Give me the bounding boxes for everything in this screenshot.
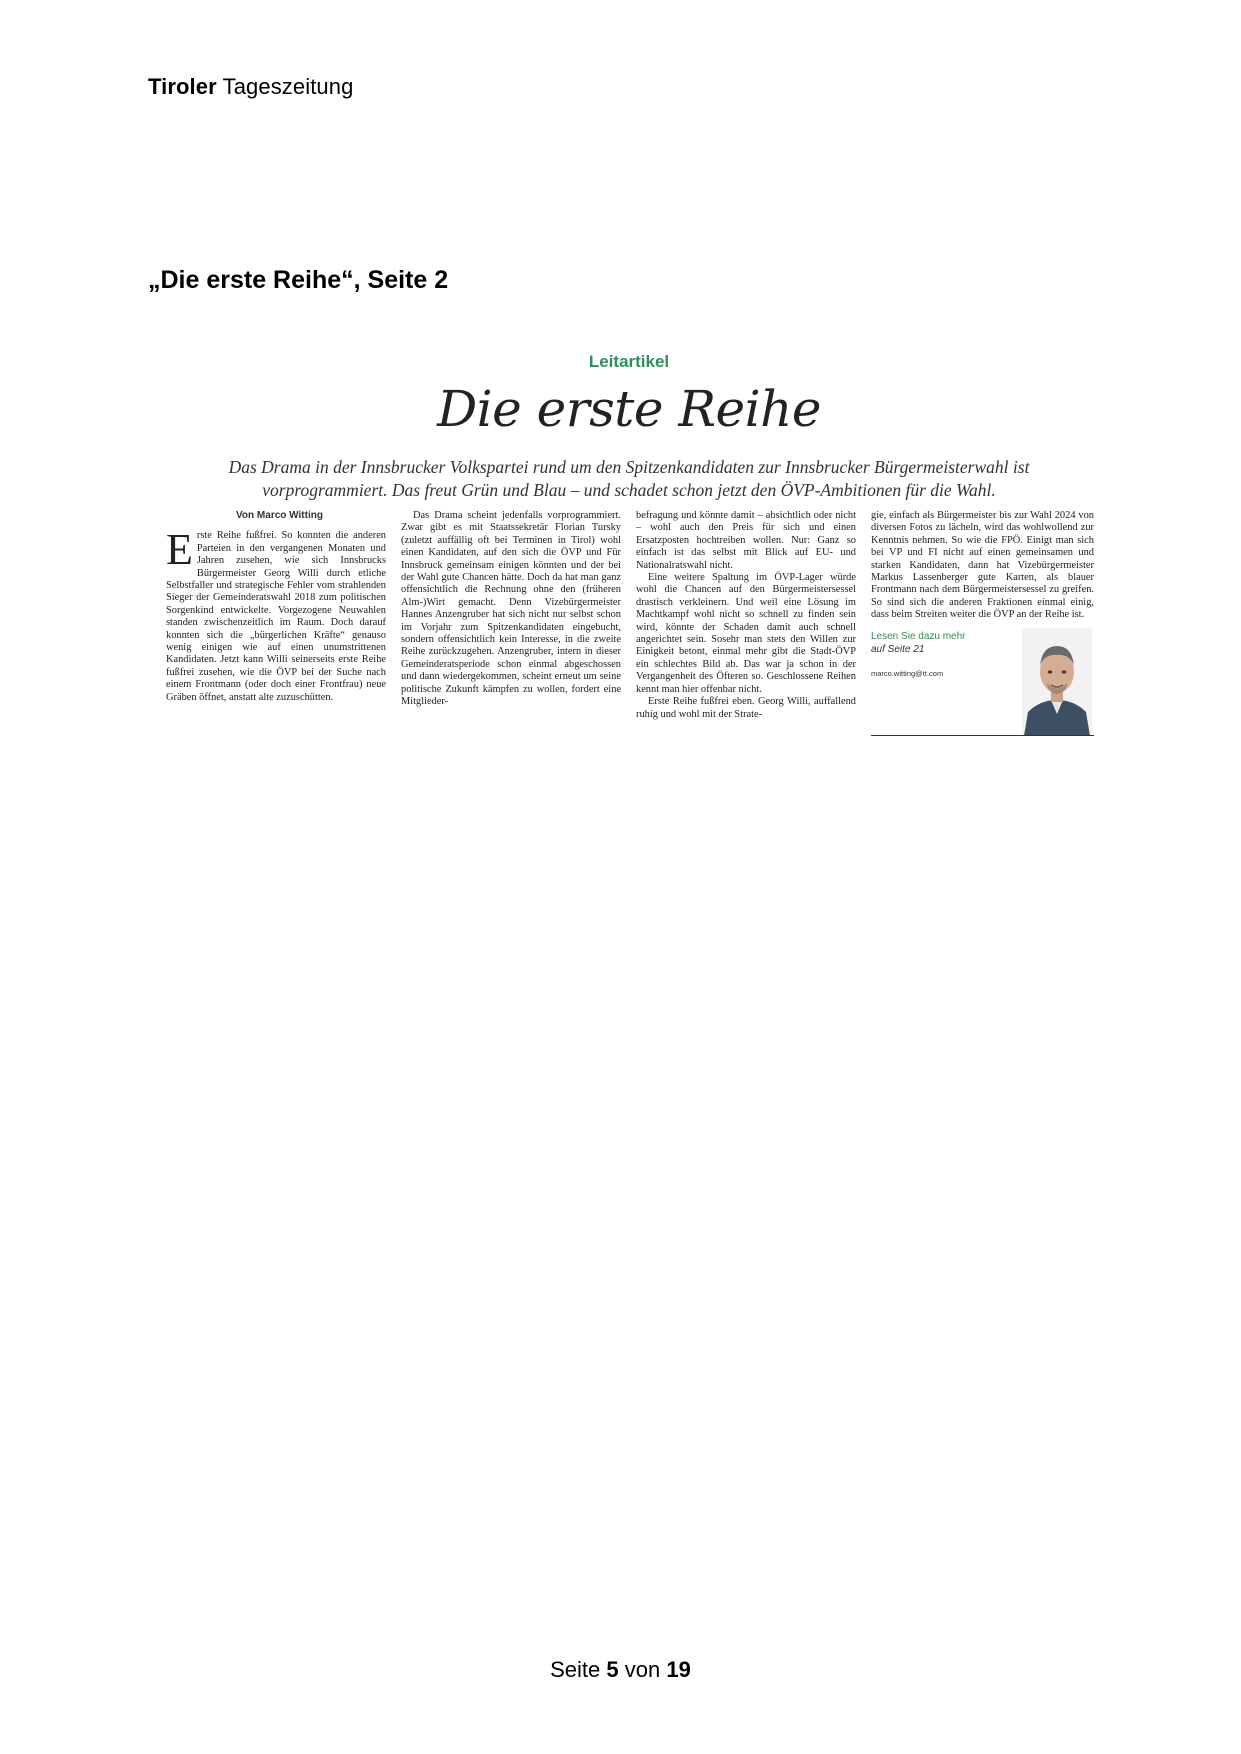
article-column-1 [166, 510, 386, 704]
column-2-text: Das Drama scheint jedenfalls vorprogrammiert. Zwar gibt es mit Staatssekretär Florian Tursky (zuletzt auffällig oft bei Terminen in Tirol) wohl einen Kandidaten, auf den sich die ÖVP und Für Innsbruck gemeinsam einigen könnten und der bei der Wahl gute Chancen hätte. Doch da hat man ganz offensichtlich die Rechnung ohne den (früheren Alm-)Wirt gemacht. Denn Vizebürgermeister Hannes Anzengruber hat sich nicht nur selbst schon im Vorjahr zum Spitzenkandidaten eingebucht, sondern offensichtlich kein Interesse, in die zweite Reihe zurückzugehen. Anzengruber, intern in dieser Gemeinderatsperiode schon einmal abgeschossen und dann wiedergekommen, scheint erneut um seine politische Zukunft kämpfen zu wollen, fordert eine Mitglieder- [401, 510, 621, 708]
page-title: „Die erste Reihe“, Seite 2 [148, 266, 449, 294]
footer-middle: von [624, 1657, 661, 1682]
article-column-2 [401, 510, 621, 709]
column-3-paragraph-2: Eine weitere Spaltung im ÖVP-Lager würde wohl die Chancen auf den Bürgermeistersessel drastisch verkleinern. Und weil eine Lösung im Machtkampf wohl nicht so schnell zu finden sein wird, könnte der Schaden damit auch schnell angerichtet sein. Sosehr man stets den Willen zur Einigkeit betont, einmal mehr gibt die Stadt-ÖVP ein schlechtes Bild ab. Das war ja schon in der Vergangenheit des Öfteren so. Geschlossene Reihen kennt man hier offenbar nicht. [636, 572, 856, 695]
article-lead [184, 456, 1074, 502]
column-3-paragraph-3: Erste Reihe fußfrei eben. Georg Willi, auffallend ruhig und wohl mit der Strate- [636, 696, 856, 720]
article-column-3 [636, 510, 856, 721]
article-kicker: Leitartikel [588, 352, 670, 371]
page-footer [0, 1657, 1241, 1683]
article-clipping [164, 352, 1094, 740]
byline: Von Marco Witting [236, 510, 323, 521]
author-portrait-illustration [1022, 628, 1092, 736]
brand-name-bold: Tiroler [148, 74, 217, 99]
author-email: marco.witting@tt.com [871, 668, 944, 678]
column-bottom-rule [871, 735, 1094, 736]
newspaper-header [148, 74, 353, 100]
lead-line-1: Das Drama in der Innsbrucker Volkspartei rund um den Spitzenkandidaten zur Innsbrucker Bürgermeisterwahl ist [228, 457, 1030, 477]
teaser-label: Lesen Sie dazu mehr [871, 630, 966, 642]
footer-total-pages: 19 [666, 1657, 691, 1682]
article-headline: Die erste Reihe [437, 380, 821, 438]
brand-name-regular: Tageszeitung [222, 74, 354, 99]
footer-prefix: Seite [550, 1657, 601, 1682]
dropcap: E [166, 525, 193, 575]
author-photo [1022, 628, 1092, 736]
footer-current-page: 5 [606, 1657, 619, 1682]
teaser-page: auf Seite 21 [871, 643, 925, 655]
column-3-paragraph-1: befragung und könnte damit – absichtlich oder nicht – wohl auch den Preis für sich und einen Ersatzposten hochtreiben wollen. Nur: Ganz so einfach ist das selbst mit Blick auf EU- und Nationalratswahl nicht. [636, 510, 856, 571]
lead-line-2: vorprogrammiert. Das freut Grün und Blau – und schadet schon jetzt den ÖVP-Ambitionen für die Wahl. [262, 480, 996, 500]
column-4-text: gie, einfach als Bürgermeister bis zur Wahl 2024 von diversen Fotos zu lächeln, wird das wohlwollend zur Kenntnis nehmen. So wie die FPÖ. Einigt man sich bei VP und FI nicht auf einen gemeinsamen und starken Kandidaten, dann hat Vizebürgermeister Markus Lassenberger gute Karten, als blauer Frontmann nach dem Bürgermeistersessel zu greifen. So sind sich die anderen Fraktionen einmal einig, dass beim Streiten weiter die ÖVP an der Reihe ist. [871, 510, 1094, 621]
column-1-text: rste Reihe fußfrei. So konnten die anderen Parteien in den vergangenen Monaten und Jahren zusehen, wie sich Innsbrucks Bürgermeister Georg Willi durch etliche Selbstfaller und strategische Fehler vom strahlenden Sieger der Gemeinderatswahl 2018 zum politischen Sorgenkind entwickelte. Vorgezogene Neuwahlen standen zwischenzeitlich im Raum. Doch darauf konnten sich die „bürgerlichen Kräfte“ genauso wenig einigen wie auf einen unumstrittenen Kandidaten. Jetzt kann Willi seinerseits erste Reihe fußfrei zusehen, wie die ÖVP bei der Suche nach einem Frontmann (oder doch einer Frontfrau) neue Gräben öffnet, anstatt alte zuzuschütten. [166, 530, 386, 703]
